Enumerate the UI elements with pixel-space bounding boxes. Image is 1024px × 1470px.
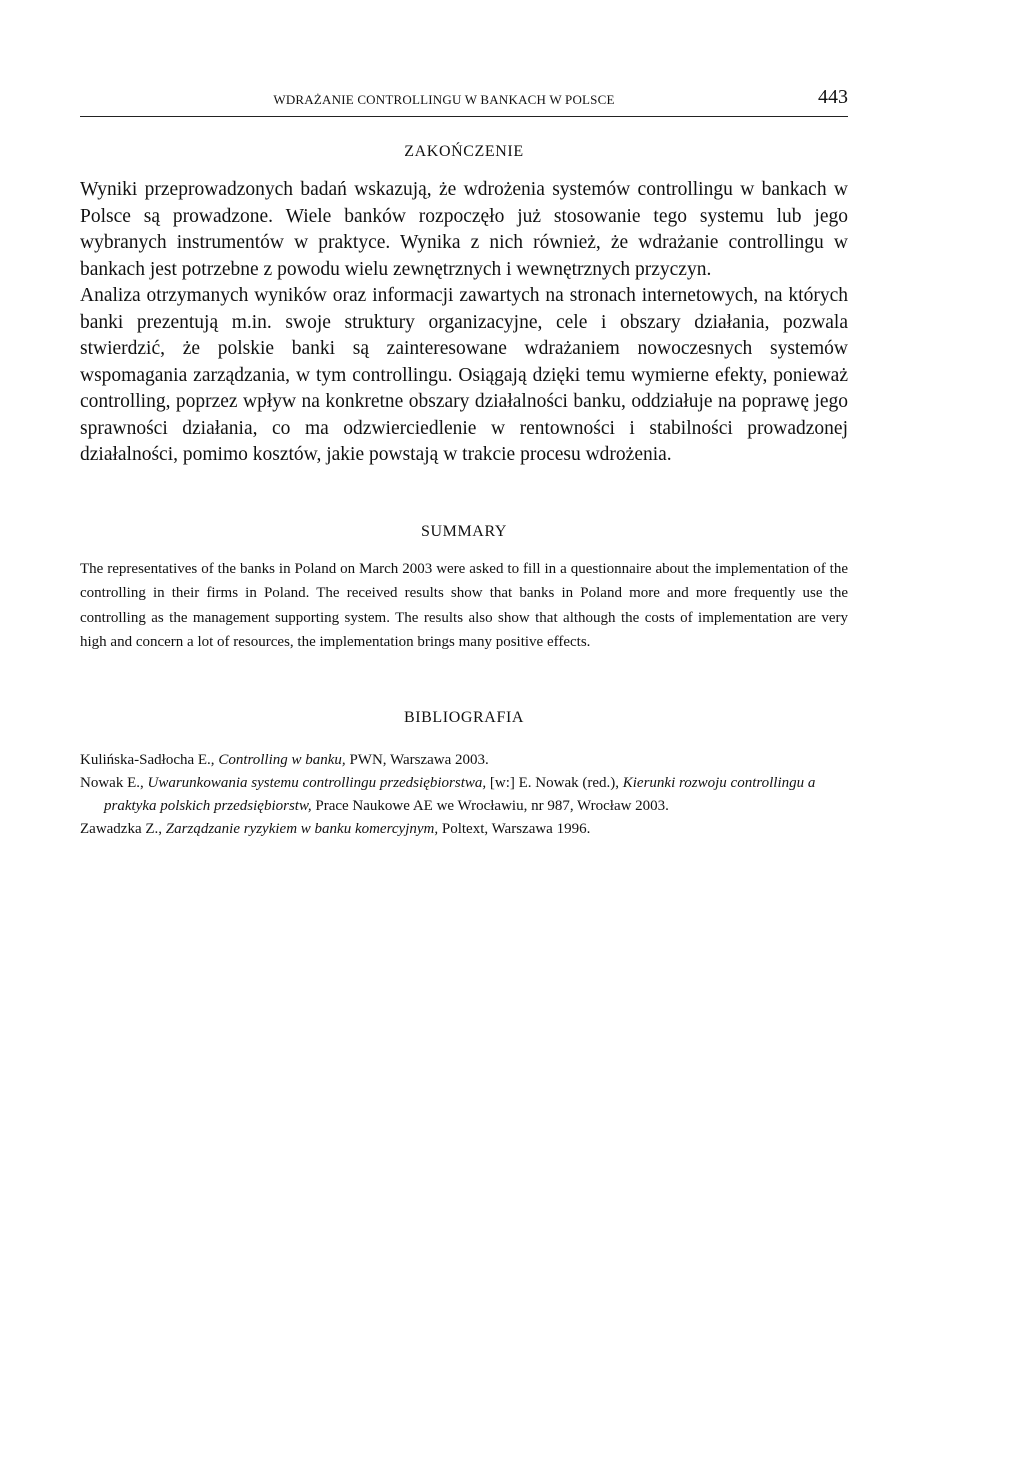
bib-author: Kulińska-Sadłocha E.,: [80, 751, 219, 768]
bib-publisher: Poltext, Warszawa 1996.: [438, 820, 591, 837]
bibliography-entry-2: [80, 772, 848, 818]
bibliography-entry-1: [80, 749, 848, 772]
bib-publisher: Prace Naukowe AE we Wrocławiu, nr 987, Wrocław 2003.: [311, 797, 669, 814]
running-title: WDRAŻANIE CONTROLLINGU W BANKACH W POLSCE: [273, 92, 615, 107]
bib-author: Nowak E.,: [80, 774, 148, 791]
running-header: [80, 88, 848, 117]
bib-publisher: PWN, Warszawa 2003.: [345, 751, 489, 768]
summary-paragraph: The representatives of the banks in Poland on March 2003 were asked to fill in a questionnaire about the implementation of the controlling in their firms in Poland. The received results show that banks in Poland more and more frequently use the controlling as the management supporting system. The results also show that although the costs of implementation are very high and concern a lot of resources, the implementation brings many positive effects.: [80, 560, 848, 650]
summary-heading: SUMMARY: [420, 522, 507, 540]
conclusion-paragraph-1: Wyniki przeprowadzonych badań wskazują, że wdrożenia systemów controllingu w bankach w Polsce są prowadzone. Wiele banków rozpoczęło już stosowanie tego systemu lub jego wybranych instrumentów w praktyce. Wynika z nich również, że wdrażanie controllingu w bankach jest potrzebne z powodu wielu zewnętrznych i wewnętrznych przyczyn.: [80, 179, 848, 280]
bibliography-heading: BIBLIOGRAFIA: [403, 708, 525, 726]
document-page: [80, 88, 848, 841]
bib-title: Zarządzanie ryzykiem w banku komercyjnym,: [165, 820, 439, 837]
bib-editor: [w:] E. Nowak (red.),: [486, 774, 623, 791]
bibliography-list: [80, 749, 848, 841]
bib-title: Controlling w banku,: [218, 751, 346, 768]
bib-title: Uwarunkowania systemu controllingu przedsiębiorstwa,: [147, 774, 487, 791]
summary-body: [80, 557, 848, 655]
conclusion-heading: ZAKOŃCZENIE: [404, 143, 524, 160]
bib-book-title: Kierunki rozwoju controllingu a praktyka polskich przedsiębiorstw,: [104, 774, 816, 814]
bibliography-entry-3: [80, 818, 848, 841]
conclusion-paragraph-2: Analiza otrzymanych wyników oraz informacji zawartych na stronach internetowych, na których banki prezentują m.in. swoje struktury organizacyjne, cele i obszary działania, pozwala stwierdzić, że polskie banki są zainteresowane wdrażaniem nowoczesnych systemów wspomagania zarządzania, w tym controllingu. Osiągają dzięki temu wymierne efekty, ponieważ controlling, poprzez wpływ na konkretne obszary działalności banku, oddziałuje na poprawę jego sprawności działania, co ma odzwierciedlenie w rentowności i stabilności prowadzonej działalności, pomimo kosztów, jakie powstają w trakcie procesu wdrożenia.: [80, 285, 848, 465]
bib-author: Zawadzka Z.,: [80, 820, 166, 837]
page-number: 443: [818, 86, 848, 108]
conclusion-body: [80, 177, 848, 469]
